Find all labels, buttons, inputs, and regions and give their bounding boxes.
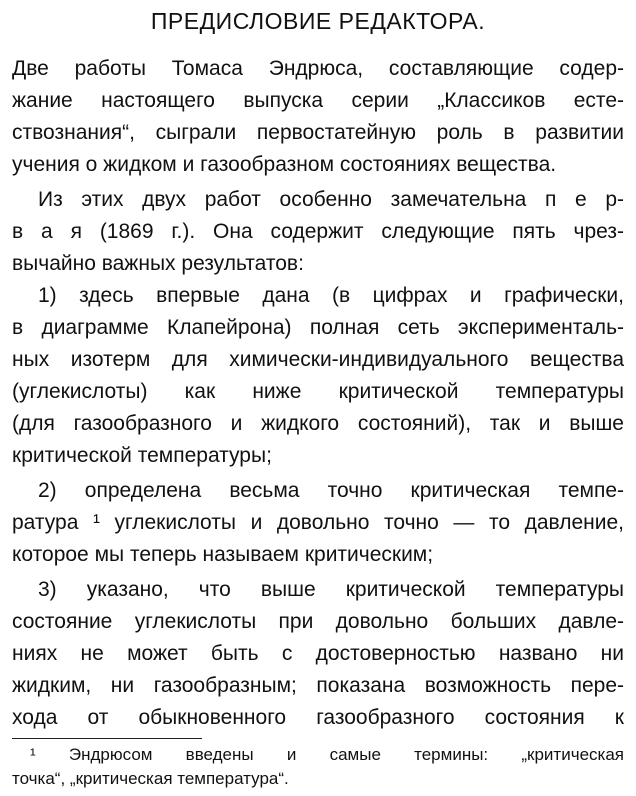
text-line-15: ратура ¹ углекислоты и довольно точно — то давление, <box>12 511 624 534</box>
text-line-11: (углекислоты) как ниже критической температуры <box>12 380 624 403</box>
text-line-14: 2) определена весьма точно критическая темпе- <box>38 479 624 502</box>
text-line-13: критической температуры; <box>12 444 272 467</box>
text-line-12: (для газообразного и жидкого состояний), так и выше <box>12 412 624 435</box>
text-line-6: в а я (1869 г.). Она содержит следующие пять чрез- <box>12 220 624 243</box>
text-line-18: состояние углекислоты при довольно больших давле- <box>12 610 624 633</box>
text-line-19: ниях не может быть с достоверностью названо ни <box>12 642 624 665</box>
text-line-20: жидким, ни газообразным; показана возможность пере- <box>12 674 624 697</box>
text-line-10: ных изотерм для химически-индивидуального вещества <box>12 348 624 371</box>
text-line-8: 1) здесь впервые дана (в цифрах и графически, <box>38 284 624 307</box>
text-line-1: Две работы Томаса Эндрюса, составляющие содер- <box>12 57 624 80</box>
text-line-7: вычайно важных результатов: <box>12 252 304 275</box>
page-title: ПРЕДИСЛОВИЕ РЕДАКТОРА. <box>150 8 486 34</box>
text-line-9: в диаграмме Клапейрона) полная сеть эксперименталь- <box>12 316 624 339</box>
text-line-3: ствознания“, сыграли первостатейную роль в развитии <box>12 121 624 144</box>
text-line-4: учения о жидком и газообразном состояниях вещества. <box>12 153 557 176</box>
text-line-2: жание настоящего выпуска серии „Классиков есте- <box>12 89 624 112</box>
text-line-21: хода от обыкновенного газообразного состояния к <box>12 706 624 729</box>
footnote-line-2: точка“, „критическая температура“. <box>12 769 289 788</box>
footnote-divider <box>12 738 202 739</box>
text-line-16: которое мы теперь называем критическим; <box>12 543 434 566</box>
footnote-line-1: ¹ Эндрюсом введены и самые термины: „критическая <box>30 745 624 764</box>
text-line-5: Из этих двух работ особенно замечательна п е р- <box>38 188 624 211</box>
text-line-17: 3) указано, что выше критической температуры <box>38 578 624 601</box>
